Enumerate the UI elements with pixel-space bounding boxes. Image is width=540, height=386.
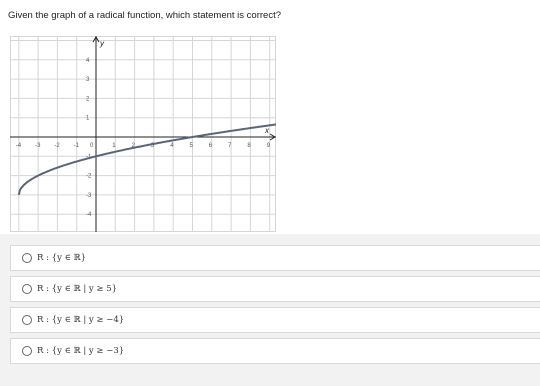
radio-button-icon[interactable] xyxy=(22,284,32,294)
x-tick-label: 5 xyxy=(189,143,193,149)
choice-label: R : {y ∈ ℝ | y ≥ −3} xyxy=(37,346,125,356)
y-tick-label: 1 xyxy=(86,115,90,122)
x-tick-label: -4 xyxy=(15,143,22,149)
x-tick-label: 4 xyxy=(170,143,174,149)
choice-4[interactable] xyxy=(10,338,540,364)
x-tick-label: 9 xyxy=(266,143,271,149)
graph xyxy=(10,36,276,237)
x-tick-label: -2 xyxy=(54,143,60,149)
x-tick-label: 8 xyxy=(247,143,251,149)
choice-label: R : {y ∈ ℝ | y ≥ 5} xyxy=(37,284,118,294)
x-tick-label: -3 xyxy=(35,143,41,149)
choice-label: R : {y ∈ ℝ | y ≥ −4} xyxy=(37,315,125,325)
x-tick-label: 1 xyxy=(112,143,116,149)
y-axis-label: y xyxy=(100,39,104,48)
choice-label: R : {y ∈ ℝ} xyxy=(37,253,87,263)
x-axis-label: x xyxy=(265,126,269,135)
radio-button-icon[interactable] xyxy=(22,346,32,356)
x-tick-label: 0 xyxy=(90,143,94,149)
y-tick-label: 2 xyxy=(86,96,90,103)
radio-button-icon[interactable] xyxy=(22,315,32,325)
graph-frame xyxy=(11,37,276,232)
choice-1[interactable] xyxy=(10,245,540,271)
x-tick-label: 3 xyxy=(150,143,155,149)
x-tick-label: -1 xyxy=(73,143,80,149)
choice-2[interactable] xyxy=(10,276,540,302)
y-tick-label: -2 xyxy=(86,173,92,180)
x-tick-label: 2 xyxy=(131,143,135,149)
choice-3[interactable] xyxy=(10,307,540,333)
radical-function-graph xyxy=(10,36,276,232)
y-tick-label: -3 xyxy=(86,192,92,199)
y-tick-label: 4 xyxy=(86,57,90,64)
radio-button-icon[interactable] xyxy=(22,253,32,263)
question-text: Given the graph of a radical function, which statement is correct? xyxy=(8,10,281,21)
y-tick-label: -4 xyxy=(86,212,92,219)
grid xyxy=(10,36,276,232)
y-tick-label: -1 xyxy=(86,154,92,161)
y-tick-label: 3 xyxy=(86,77,90,84)
answer-panel xyxy=(0,234,540,386)
x-tick-label: 6 xyxy=(208,143,213,149)
x-tick-label: 7 xyxy=(228,143,232,149)
